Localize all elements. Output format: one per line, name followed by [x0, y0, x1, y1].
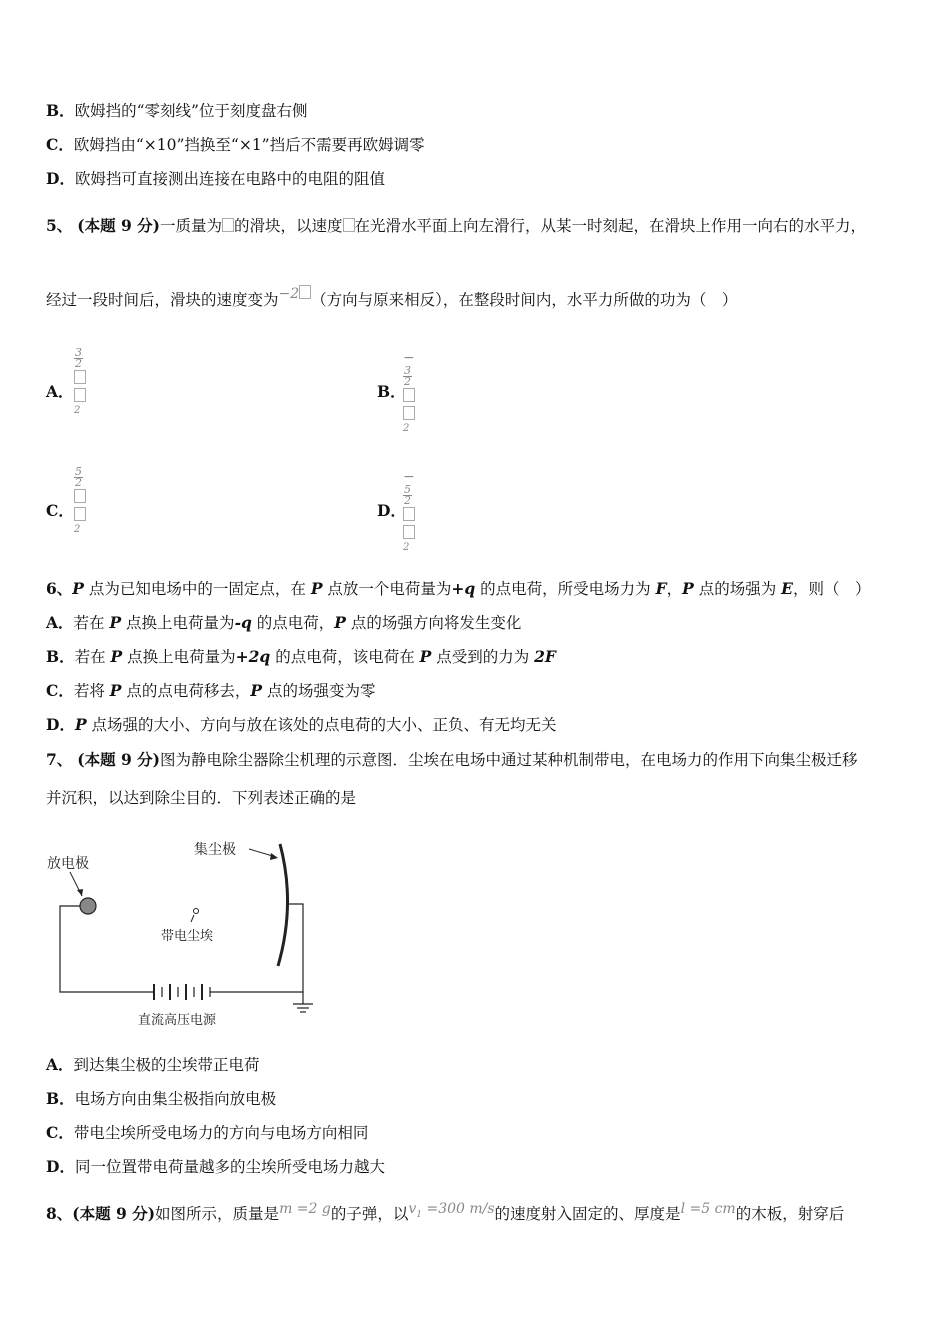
option-label: C．	[46, 681, 74, 700]
stem-text: 经过一段时间后，滑块的速度变为	[46, 291, 279, 309]
option-label: C．	[46, 135, 74, 154]
symbol: +2q	[235, 647, 271, 666]
math-placeholder-icon	[74, 489, 86, 503]
exponent: 2	[74, 524, 81, 535]
option-text: 若将	[73, 682, 110, 700]
q6-option-b	[46, 646, 556, 668]
arrow-head-icon	[270, 853, 278, 860]
option-text: 点场强的大小、方向与放在该处的点电荷的大小、正负、有无均无关	[86, 716, 557, 734]
numerator: 5	[404, 483, 411, 496]
math-placeholder-icon	[403, 525, 415, 539]
option-text: 欧姆挡可直接测出连接在电路中的电阻的阻值	[74, 170, 385, 188]
option-text: 点的场强方向将发生变化	[345, 614, 522, 632]
option-text: 点受到的力为	[431, 648, 535, 666]
fraction	[74, 348, 83, 369]
option-text: 带电尘埃所受电场力的方向与电场方向相同	[73, 1124, 369, 1142]
stem-text: 的子弹，以	[330, 1205, 409, 1223]
velocity-symbol: v	[408, 1201, 417, 1217]
velocity-subscript: 1	[416, 1209, 423, 1220]
collector-plate	[278, 844, 288, 966]
option-label: B．	[377, 382, 406, 401]
symbol: +q	[451, 579, 476, 598]
symbol: P	[72, 579, 84, 598]
option-label: A．	[46, 382, 74, 401]
q6-option-a	[46, 612, 521, 634]
math-placeholder-icon	[74, 388, 86, 402]
stem-text: 的木板，射穿后	[735, 1205, 845, 1223]
option-text: 点的点电荷移去，	[121, 682, 251, 700]
q6-option-c	[46, 680, 375, 702]
stem-text: ，则（ ）	[792, 580, 871, 598]
exponent: 2	[74, 405, 81, 416]
symbol: P	[109, 681, 122, 700]
stem-text: 在光滑水平面上向左滑行，从某一时刻起，在滑块上作用一向右的水平力，	[354, 217, 867, 235]
question-score-tag: (本题 9 分)	[77, 750, 160, 769]
stem-text: 如图所示，质量是	[155, 1205, 280, 1223]
question-number: 6、	[46, 579, 73, 598]
option-text: 欧姆挡由“×10”挡换至“×1”挡后不需要再欧姆调零	[73, 136, 425, 154]
label-dc-source: 直流高压电源	[138, 1013, 217, 1028]
stem-text: ，	[666, 580, 683, 598]
symbol: P	[682, 579, 694, 598]
q4-option-b	[46, 100, 307, 122]
option-text: 电场方向由集尘极指向放电极	[74, 1090, 277, 1108]
question-number: 5、	[46, 216, 73, 235]
option-label: B．	[46, 101, 75, 120]
option-text: 的点电荷，该电荷在	[270, 648, 420, 666]
option-label: D．	[46, 169, 75, 188]
q5-stem-line2	[46, 286, 738, 312]
option-text: 的点电荷，	[251, 614, 335, 632]
electrostatic-precipitator-figure	[44, 832, 334, 1032]
numerator: 3	[75, 346, 82, 359]
thickness-expression: l =5 cm	[680, 1201, 736, 1217]
math-placeholder-icon	[343, 218, 355, 232]
discharge-electrode	[80, 898, 96, 914]
q7-option-a	[46, 1054, 260, 1076]
wire-left	[60, 906, 154, 992]
symbol: -q	[234, 613, 252, 632]
q6-option-d	[46, 714, 557, 736]
stem-text: 点为已知电场中的一固定点，在	[83, 580, 311, 598]
option-label: C．	[46, 1123, 74, 1142]
denominator: 2	[404, 375, 411, 388]
option-sign: −	[403, 350, 415, 366]
symbol: P	[74, 715, 87, 734]
q5-stem-line1	[46, 215, 866, 237]
symbol: 2F	[534, 647, 556, 666]
option-label: B．	[46, 647, 75, 666]
option-text: 若在	[73, 614, 110, 632]
symbol: P	[109, 613, 122, 632]
symbol: P	[250, 681, 263, 700]
symbol: P	[310, 579, 323, 598]
q7-option-b	[46, 1088, 276, 1110]
option-text: 到达集尘极的尘埃带正电荷	[73, 1056, 260, 1074]
math-placeholder-icon	[403, 406, 415, 420]
denominator: 2	[75, 357, 82, 370]
option-text: 欧姆挡的“零刻线”位于刻度盘右侧	[74, 102, 308, 120]
arrow-head-icon	[77, 889, 83, 896]
option-label: A．	[46, 613, 74, 632]
math-placeholder-icon	[299, 285, 311, 299]
charged-dust-particle	[194, 909, 199, 914]
q6-stem	[46, 578, 870, 600]
option-label: D．	[377, 501, 406, 520]
option-text: 同一位置带电荷量越多的尘埃所受电场力越大	[74, 1158, 385, 1176]
stem-text: 点放一个电荷量为	[322, 580, 452, 598]
stem-text: 的点电荷，所受电场力为	[475, 580, 656, 598]
velocity-expression: −2	[278, 286, 300, 302]
numerator: 5	[75, 465, 82, 478]
q7-option-c	[46, 1122, 368, 1144]
option-label: D．	[46, 715, 75, 734]
mass-expression: m =2 g	[279, 1201, 331, 1217]
exponent: 2	[403, 423, 410, 434]
question-score-tag: (本题 9 分)	[77, 216, 160, 235]
option-label: A．	[46, 1055, 74, 1074]
question-score-tag: (本题 9 分)	[72, 1204, 156, 1223]
symbol: P	[334, 613, 346, 632]
velocity-expression	[408, 1201, 495, 1220]
denominator: 2	[404, 494, 411, 507]
question-number: 7、	[46, 750, 73, 769]
q4-option-c	[46, 134, 425, 156]
q7-stem-line1	[46, 749, 858, 771]
option-sign: −	[403, 469, 415, 485]
stem-text: 点的场强为	[693, 580, 782, 598]
q7-stem-line2	[46, 787, 356, 809]
stem-text: （方向与原来相反），在整段时间内，水平力所做的功为（ ）	[311, 291, 738, 309]
stem-text: 的滑块，以速度	[234, 217, 343, 235]
option-label: C．	[46, 501, 74, 520]
math-placeholder-icon	[74, 507, 86, 521]
symbol: P	[110, 647, 123, 666]
q7-option-d	[46, 1156, 385, 1178]
math-placeholder-icon	[222, 218, 234, 232]
symbol: F	[655, 579, 667, 598]
denominator: 2	[75, 476, 82, 489]
pointer-line	[191, 915, 194, 922]
q8-stem	[46, 1203, 844, 1232]
stem-text: 一质量为	[159, 217, 222, 235]
label-charged-dust: 带电尘埃	[161, 929, 214, 944]
label-collector-plate: 集尘极	[194, 842, 236, 858]
stem-text: 图为静电除尘器除尘机理的示意图．尘埃在电场中通过某种机制带电，在电场力的作用下向集尘极迁移	[159, 751, 858, 769]
option-label: B．	[46, 1089, 75, 1108]
option-text: 点的场强变为零	[262, 682, 376, 700]
label-discharge-electrode: 放电极	[47, 856, 89, 872]
symbol: E	[781, 579, 793, 598]
exponent: 2	[403, 542, 410, 553]
wire-right	[210, 904, 303, 992]
option-text: 点换上电荷量为	[121, 614, 235, 632]
velocity-value: =300 m/s	[422, 1201, 495, 1217]
q4-option-d	[46, 168, 385, 190]
option-text: 点换上电荷量为	[122, 648, 236, 666]
option-label: D．	[46, 1157, 75, 1176]
numerator: 3	[404, 364, 411, 377]
stem-text: 并沉积，以达到除尘目的．下列表述正确的是	[46, 789, 357, 807]
question-number: 8、	[46, 1204, 73, 1223]
math-placeholder-icon	[74, 370, 86, 384]
fraction	[74, 467, 83, 488]
symbol: P	[419, 647, 432, 666]
stem-text: 的速度射入固定的、厚度是	[494, 1205, 681, 1223]
option-text: 若在	[74, 648, 111, 666]
